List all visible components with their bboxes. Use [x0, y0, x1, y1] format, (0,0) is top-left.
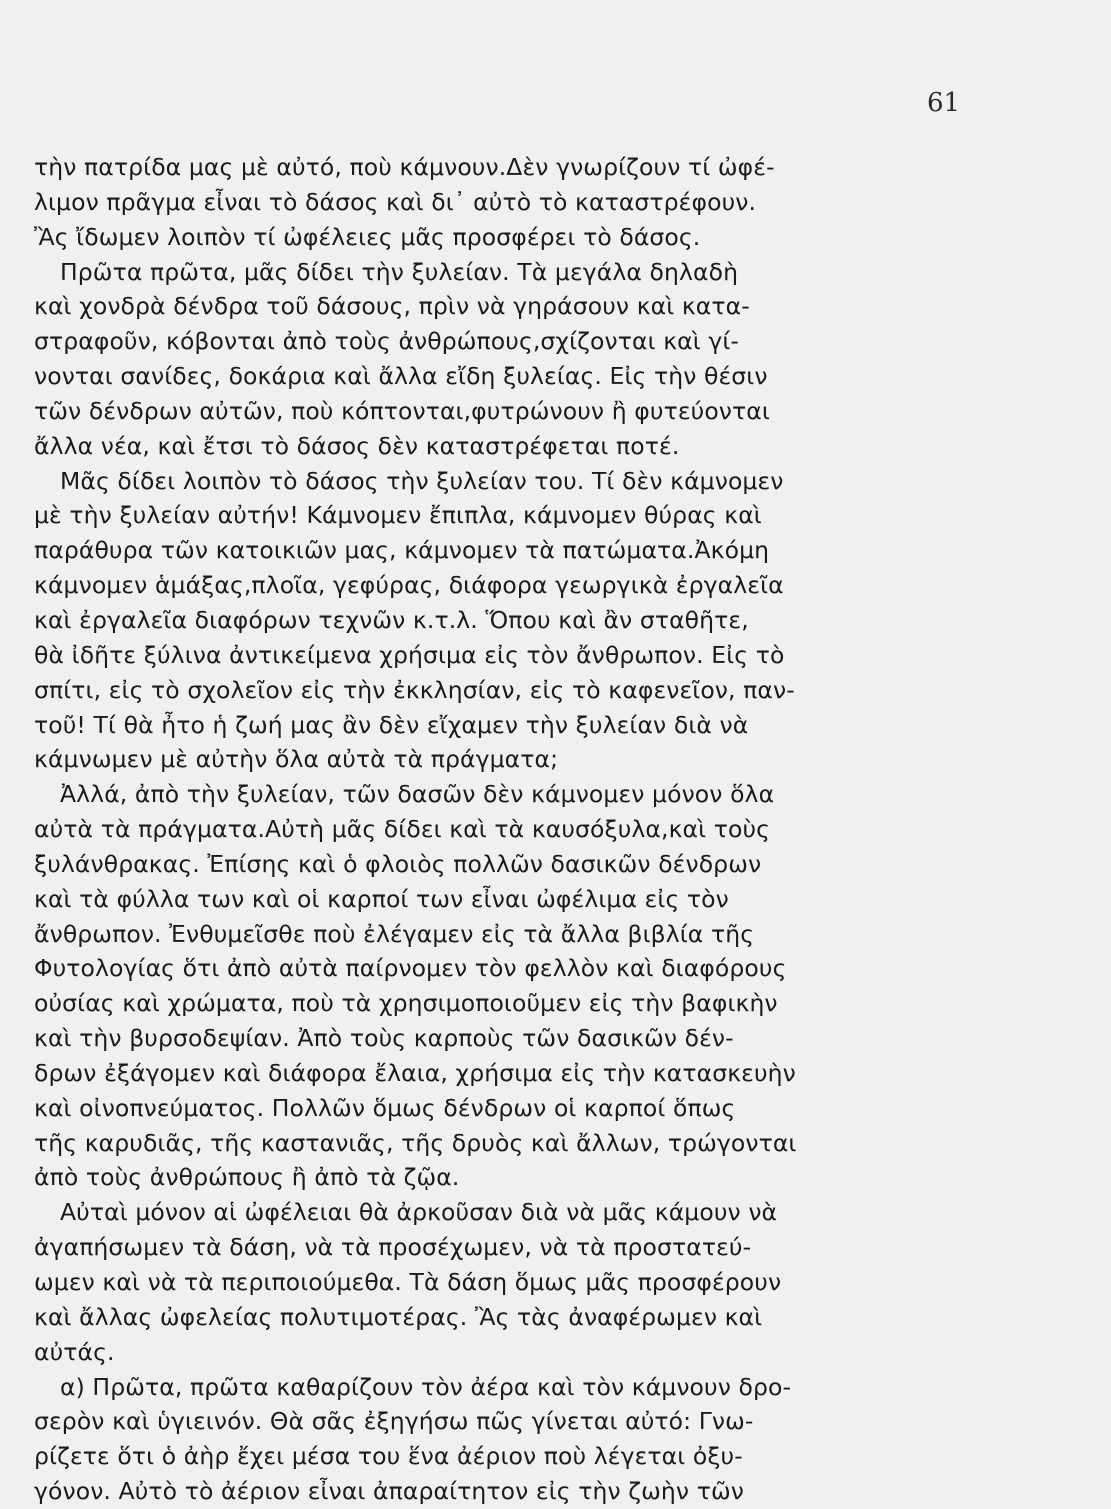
text-line: τοῦ! Τί θὰ ἦτο ἡ ζωή μας ἂν δὲν εἴχαμεν τὴν ξυλείαν διὰ νὰ	[34, 710, 749, 739]
text-line: τὴν πατρίδα μας μὲ αὐτό, ποὺ κάμνουν.Δὲν γνωρίζουν τί ὠφέ-	[34, 153, 775, 181]
text-line: κάμνομεν ἁμάξας,πλοῖα, γεφύρας, διάφορα γεωργικὰ ἐργαλεῖα	[34, 571, 784, 600]
body-text	[34, 150, 986, 1509]
text-line: νονται σανίδες, δοκάρια καὶ ἄλλα εἴδη ξυλείας. Εἰς τὴν θέσιν	[34, 362, 768, 391]
text-line: α) Πρῶτα, πρῶτα καθαρίζουν τὸν ἀέρα καὶ τὸν κάμνουν δρο-	[60, 1372, 792, 1401]
text-line: τῆς καρυδιᾶς, τῆς καστανιᾶς, τῆς δρυὸς καὶ ἄλλων, τρώγονται	[34, 1128, 797, 1157]
text-line: λιμον πρᾶγμα εἶναι τὸ δάσος καὶ δι᾽ αὐτὸ τὸ καταστρέφουν.	[34, 187, 757, 216]
text-line: κάμνωμεν μὲ αὐτὴν ὅλα αὐτὰ τὰ πράγματα;	[34, 745, 559, 774]
text-line: Φυτολογίας ὅτι ἀπὸ αὐτὰ παίρνομεν τὸν φελλὸν καὶ διαφόρους	[34, 954, 787, 983]
text-line: ἀγαπήσωμεν τὰ δάση, νὰ τὰ προσέχωμεν, νὰ τὰ προστατεύ-	[34, 1233, 752, 1262]
text-line: σερὸν καὶ ὑγιεινόν. Θὰ σᾶς ἐξηγήσω πῶς γίνεται αὐτό: Γνω-	[34, 1407, 754, 1436]
page-number: 61	[927, 88, 961, 118]
text-line: καὶ χονδρὰ δένδρα τοῦ δάσους, πρὶν νὰ γηράσουν καὶ κατα-	[34, 292, 750, 321]
text-line: αὐτὰ τὰ πράγματα.Αὐτὴ μᾶς δίδει καὶ τὰ καυσόξυλα,καὶ τοὺς	[34, 815, 771, 844]
text-line: καὶ οἰνοπνεύματος. Πολλῶν ὅμως δένδρων οἱ καρποί ὅπως	[34, 1093, 736, 1122]
text-line: δρων ἐξάγομεν καὶ διάφορα ἔλαια, χρήσιμα εἰς τὴν κατασκευὴν	[34, 1058, 796, 1087]
text-line: καὶ τὴν βυρσοδεψίαν. Ἀπὸ τοὺς καρποὺς τῶν δασικῶν δέν-	[34, 1024, 734, 1053]
text-line: Πρῶτα πρῶτα, μᾶς δίδει τὴν ξυλείαν. Τὰ μεγάλα δηλαδὴ	[60, 257, 739, 286]
text-line: Ἂς ἴδωμεν λοιπὸν τί ὠφέλειες μᾶς προσφέρει τὸ δάσος.	[34, 222, 701, 251]
text-line: γόνον. Αὐτὸ τὸ ἀέριον εἶναι ἀπαραίτητον εἰς τὴν ζωὴν τῶν	[34, 1477, 744, 1506]
text-line: ξυλάνθρακας. Ἐπίσης καὶ ὁ φλοιὸς πολλῶν δασικῶν δένδρων	[34, 849, 762, 878]
text-line: τῶν δένδρων αὐτῶν, ποὺ κόπτονται,φυτρώνουν ἢ φυτεύονται	[34, 396, 770, 425]
text-line: παράθυρα τῶν κατοικιῶν μας, κάμνομεν τὰ πατώματα.Ἀκόμη	[34, 536, 770, 565]
text-line: καὶ τὰ φύλλα των καὶ οἱ καρποί των εἶναι ὠφέλιμα εἰς τὸν	[34, 884, 729, 913]
text-line: Αὐταὶ μόνον αἱ ὠφέλειαι θὰ ἀρκοῦσαν διὰ νὰ μᾶς κάμουν νὰ	[60, 1198, 778, 1227]
text-line: θὰ ἰδῆτε ξύλινα ἀντικείμενα χρήσιμα εἰς τὸν ἄνθρωπον. Εἰς τὸ	[34, 640, 785, 669]
text-line: οὐσίας καὶ χρώματα, ποὺ τὰ χρησιμοποιοῦμεν εἰς τὴν βαφικὴν	[34, 989, 778, 1018]
text-line: ἀπὸ τοὺς ἀνθρώπους ἢ ἀπὸ τὰ ζῷα.	[34, 1163, 460, 1192]
text-line: μὲ τὴν ξυλείαν αὐτήν! Κάμνομεν ἔπιπλα, κάμνομεν θύρας καὶ	[34, 501, 762, 530]
text-line: καὶ ἐργαλεῖα διαφόρων τεχνῶν κ.τ.λ. Ὅπου καὶ ἂν σταθῆτε,	[34, 605, 749, 634]
text-line: καὶ ἄλλας ὠφελείας πολυτιμοτέρας. Ἂς τὰς ἀναφέρωμεν καὶ	[34, 1302, 763, 1331]
text-line: ρίζετε ὅτι ὁ ἀὴρ ἔχει μέσα του ἕνα ἀέριον ποὺ λέγεται ὀξυ-	[34, 1442, 743, 1471]
text-line: σπίτι, εἰς τὸ σχολεῖον εἰς τὴν ἐκκλησίαν, εἰς τὸ καφενεῖον, παν-	[34, 675, 795, 704]
text-line: στραφοῦν, κόβονται ἀπὸ τοὺς ἀνθρώπους,σχίζονται καὶ γί-	[34, 327, 740, 356]
text-line: ἄνθρωπον. Ἐνθυμεῖσθε ποὺ ἐλέγαμεν εἰς τὰ ἄλλα βιβλία τῆς	[34, 919, 755, 948]
text-line: ἄλλα νέα, καὶ ἔτσι τὸ δάσος δὲν καταστρέφεται ποτέ.	[34, 431, 680, 460]
text-line: Μᾶς δίδει λοιπὸν τὸ δάσος τὴν ξυλείαν του. Τί δὲν κάμνομεν	[60, 466, 784, 495]
text-line: ωμεν καὶ νὰ τὰ περιποιούμεθα. Τὰ δάση ὅμως μᾶς προσφέρουν	[34, 1268, 782, 1296]
text-line: αὐτάς.	[34, 1337, 115, 1366]
text-line: Ἀλλά, ἀπὸ τὴν ξυλείαν, τῶν δασῶν δὲν κάμνομεν μόνον ὅλα	[60, 780, 775, 809]
